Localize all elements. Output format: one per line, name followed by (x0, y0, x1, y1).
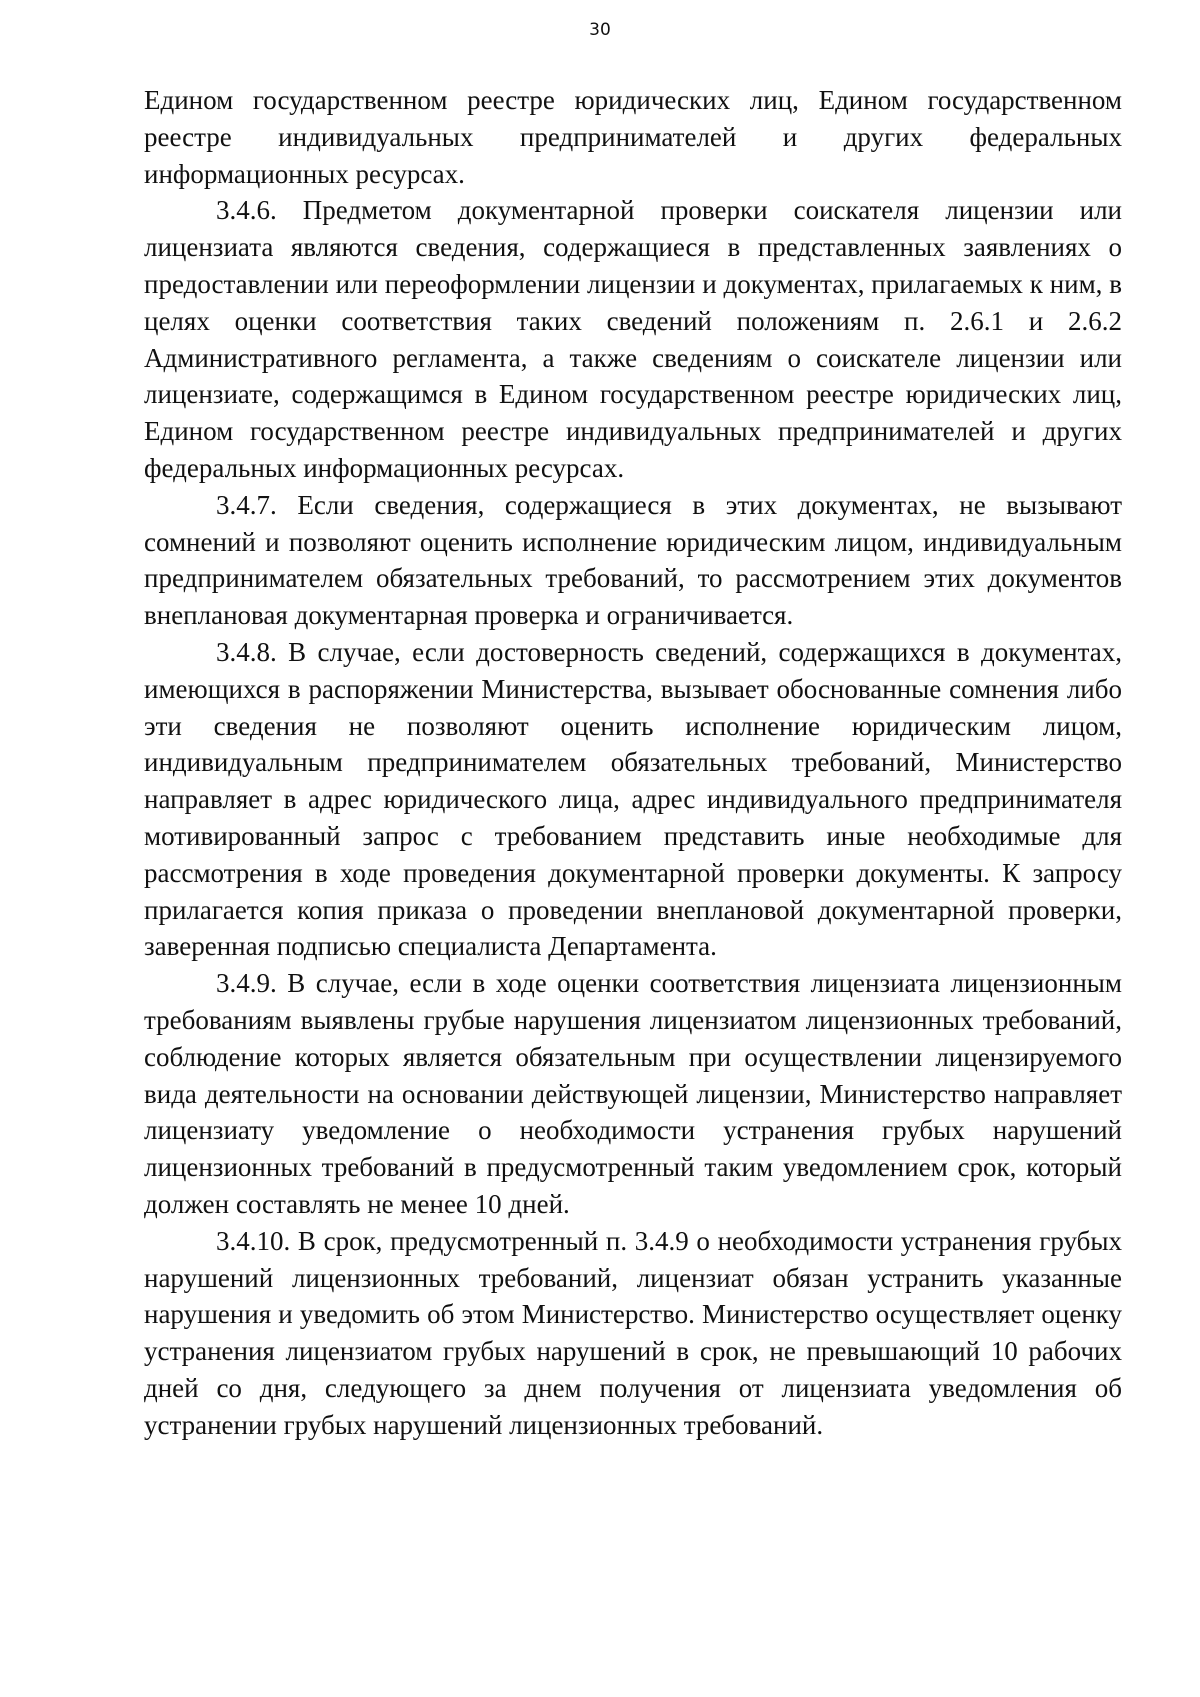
paragraph-3-4-9: 3.4.9. В случае, если в ходе оценки соответствия лицензиата лицензионным требованиям выявлены грубые нарушения лицензиатом лицензионных требований, соблюдение которых является обязательным при осуществлении лицензируемого вида деятельности на основании действующей лицензии, Министерство направляет лицензиату уведомление о необходимости устранения грубых нарушений лицензионных требований в предусмотренный таким уведомлением срок, который должен составлять не менее 10 дней. (144, 968, 1122, 1219)
paragraph-3-4-10: 3.4.10. В срок, предусмотренный п. 3.4.9 о необходимости устранения грубых нарушений лицензионных требований, лицензиат обязан устранить указанные нарушения и уведомить об этом Министерство. Министерство осуществляет оценку устранения лицензиатом грубых нарушений в срок, не превышающий 10 рабочих дней со дня, следующего за днем получения от лицензиата уведомления об устранении грубых нарушений лицензионных требований. (144, 1225, 1122, 1440)
document-body (144, 82, 1122, 1443)
paragraph-3-4-7: 3.4.7. Если сведения, содержащиеся в этих документах, не вызывают сомнений и позволяют оценить исполнение юридическим лицом, индивидуальным предпринимателем обязательных требований, то рассмотрением этих документов внеплановая документарная проверка и ограничивается. (144, 489, 1122, 631)
page-number: 30 (589, 20, 611, 40)
paragraph-3-4-6: 3.4.6. Предметом документарной проверки соискателя лицензии или лицензиата являются сведения, содержащиеся в представленных заявлениях о предоставлении или переоформлении лицензии и документах, прилагаемых к ним, в целях оценки соответствия таких сведений положениям п. 2.6.1 и 2.6.2 Административного регламента, а также сведениям о соискателе лицензии или лицензиате, содержащимся в Едином государственном реестре юридических лиц, Едином государственном реестре индивидуальных предпринимателей и других федеральных информационных ресурсах. (144, 195, 1122, 483)
paragraph-3-4-8: 3.4.8. В случае, если достоверность сведений, содержащихся в документах, имеющихся в распоряжении Министерства, вызывает обоснованные сомнения либо эти сведения не позволяют оценить исполнение юридическим лицом, индивидуальным предпринимателем обязательных требований, Министерство направляет в адрес юридического лица, адрес индивидуального предпринимателя мотивированный запрос с требованием представить иные необходимые для рассмотрения в ходе проведения документарной проверки документы. К запросу прилагается копия приказа о проведении внеплановой документарной проверки, заверенная подписью специалиста Департамента. (144, 636, 1122, 962)
paragraph-continuation: Едином государственном реестре юридических лиц, Едином государственном реестре индивидуальных предпринимателей и других федеральных информационных ресурсах. (144, 85, 1122, 189)
